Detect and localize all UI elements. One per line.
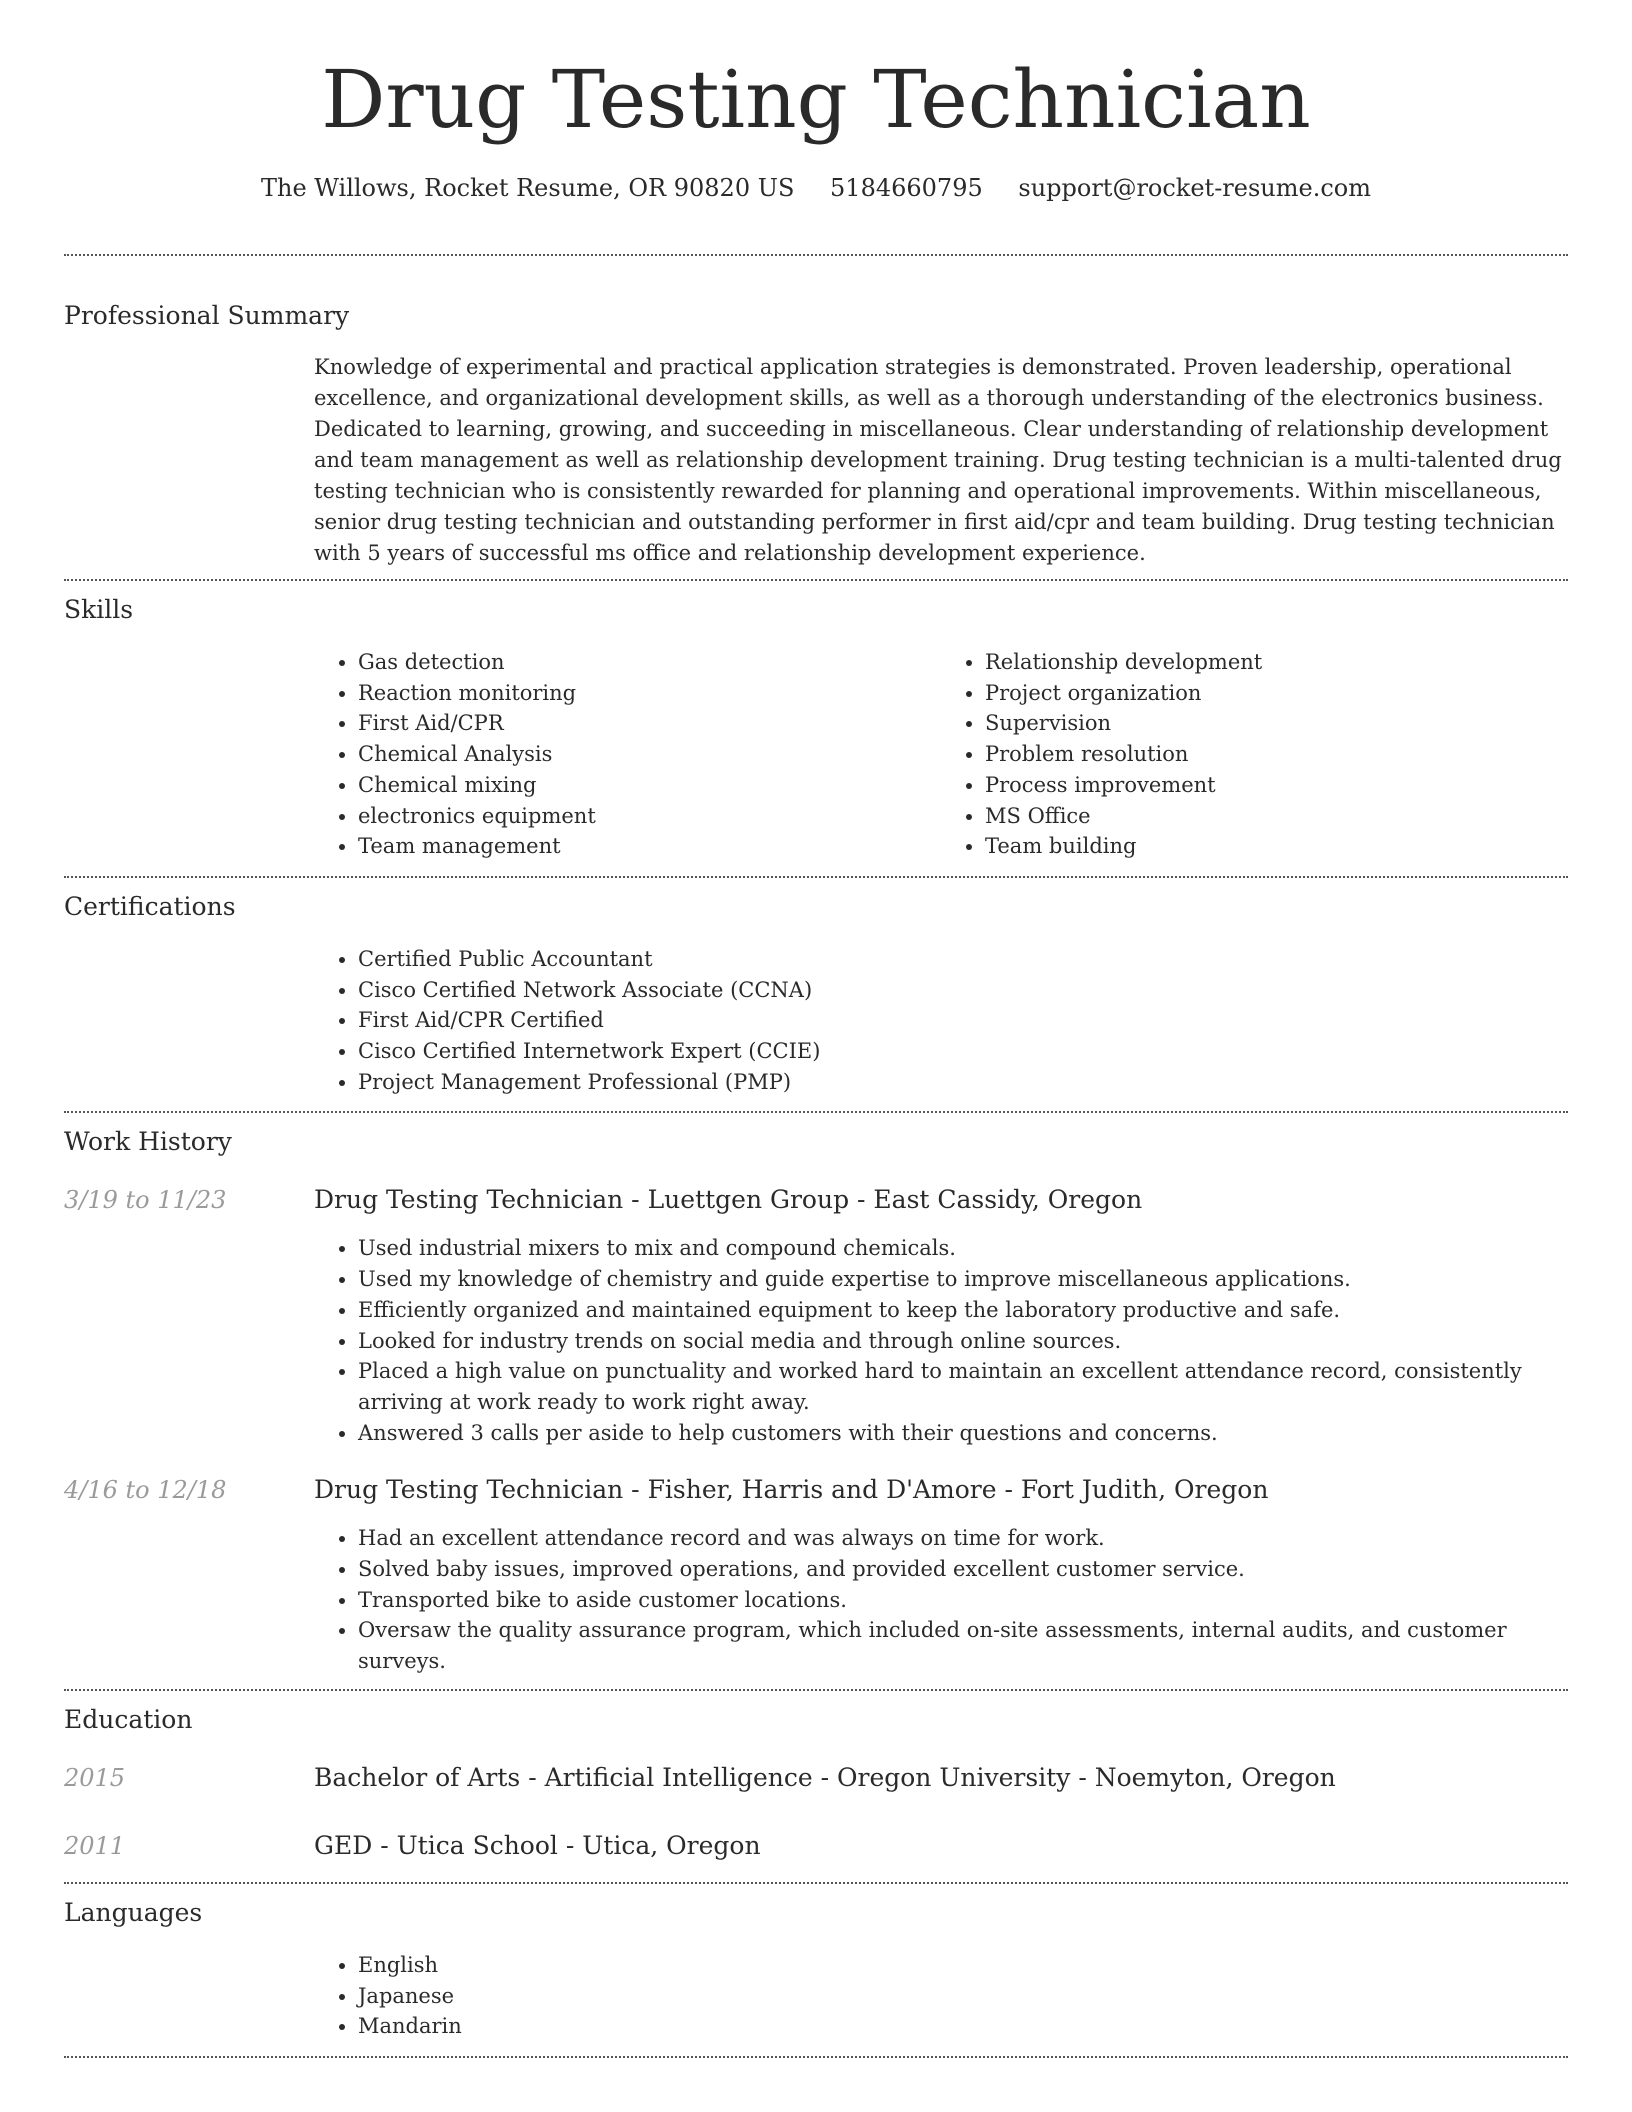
skill-item: • Team building <box>985 831 1568 862</box>
skill-item: • Problem resolution <box>985 739 1568 770</box>
education-entry <box>64 1762 1568 1794</box>
skill-item: • Chemical Analysis <box>358 739 941 770</box>
divider <box>64 2056 1568 2058</box>
languages-list <box>314 1950 1568 2042</box>
contact-line <box>64 172 1568 204</box>
skill-item: • First Aid/CPR <box>358 708 941 739</box>
skills-section <box>64 581 1568 862</box>
job-date: 3/19 to 11/23 <box>64 1186 227 1215</box>
work-section <box>64 1113 1568 1676</box>
summary-body <box>314 352 1568 569</box>
job-bullet: • Had an excellent attendance record and was always on time for work. <box>358 1523 1568 1554</box>
certification-item: • Project Management Professional (PMP) <box>358 1067 1568 1098</box>
education-title-line: Bachelor of Arts - Artificial Intelligence - Oregon University - Noemyton, Oregon <box>314 1762 1336 1792</box>
skills-grid <box>314 647 1568 862</box>
summary-section <box>64 256 1568 569</box>
skills-title: Skills <box>64 595 134 624</box>
skill-item: • Supervision <box>985 708 1568 739</box>
skill-item: • Chemical mixing <box>358 770 941 801</box>
language-item: • Japanese <box>358 1981 1568 2012</box>
certifications-title: Certifications <box>64 891 236 921</box>
job-title: Drug Testing Technician - Luettgen Group - East Cassidy, Oregon <box>314 1185 1143 1215</box>
job-details <box>314 1233 1568 1448</box>
job-bullets <box>314 1523 1568 1677</box>
skills-list-right <box>941 647 1568 862</box>
job-entry <box>64 1184 1568 1448</box>
education-entry <box>64 1830 1568 1862</box>
job-entry <box>64 1474 1568 1677</box>
contact-email: support@rocket-resume.com <box>1018 174 1371 202</box>
languages-title: Languages <box>64 1897 203 1927</box>
job-bullet: • Answered 3 calls per aside to help customers with their questions and concerns. <box>358 1418 1568 1449</box>
resume-header <box>64 0 1568 204</box>
certification-item: • First Aid/CPR Certified <box>358 1005 1568 1036</box>
education-title: Education <box>64 1704 193 1734</box>
summary-title: Professional Summary <box>64 301 350 330</box>
job-bullet: • Efficiently organized and maintained equipment to keep the laboratory productive and safe. <box>358 1295 1568 1326</box>
job-bullet: • Used my knowledge of chemistry and guide expertise to improve miscellaneous applications. <box>358 1264 1568 1295</box>
languages-section <box>64 1884 1568 2042</box>
job-bullet: • Looked for industry trends on social media and through online sources. <box>358 1326 1568 1357</box>
skill-item: • electronics equipment <box>358 801 941 832</box>
skill-item: • Process improvement <box>985 770 1568 801</box>
skill-item: • Project organization <box>985 678 1568 709</box>
education-section <box>64 1691 1568 1862</box>
skill-item: • Relationship development <box>985 647 1568 678</box>
skill-item: • Gas detection <box>358 647 941 678</box>
certifications-list <box>314 944 1568 1098</box>
job-bullet: • Transported bike to aside customer locations. <box>358 1585 1568 1616</box>
certification-item: • Certified Public Accountant <box>358 944 1568 975</box>
job-bullet: • Used industrial mixers to mix and compound chemicals. <box>358 1233 1568 1264</box>
job-date: 4/16 to 12/18 <box>64 1476 227 1505</box>
job-details <box>314 1523 1568 1677</box>
candidate-name: Drug Testing Technician <box>321 53 1311 146</box>
skills-list-left <box>314 647 941 862</box>
certifications-body <box>314 944 1568 1098</box>
skill-item: • Team management <box>358 831 941 862</box>
resume-page <box>64 0 1568 2058</box>
certifications-section <box>64 878 1568 1098</box>
skill-item: • MS Office <box>985 801 1568 832</box>
education-date: 2011 <box>64 1831 126 1860</box>
summary-text: Knowledge of experimental and practical application strategies is demonstrated. Proven leadership, operational excellence, and organizational development skills, as well as a thorough understanding of the electronics business. Dedicated to learning, growing, and succeeding in miscellaneous. Clear understanding of relationship development and team management as well as relationship development training. Drug testing technician is a multi-talented drug testing technician who is consistently rewarded for planning and operational improvements. Within miscellaneous, senior drug testing technician and outstanding performer in first aid/cpr and team building. Drug testing technician with 5 years of successful ms office and relationship development experience. <box>314 355 1562 565</box>
job-bullets <box>314 1233 1568 1448</box>
contact-phone: 5184660795 <box>830 174 983 202</box>
languages-body <box>314 1950 1568 2042</box>
skill-item: • Reaction monitoring <box>358 678 941 709</box>
language-item: • Mandarin <box>358 2011 1568 2042</box>
job-bullet: • Oversaw the quality assurance program, which included on-site assessments, internal audits, and customer surveys. <box>358 1615 1568 1676</box>
work-title: Work History <box>64 1127 232 1157</box>
education-date: 2015 <box>64 1763 126 1792</box>
certification-item: • Cisco Certified Network Associate (CCNA) <box>358 975 1568 1006</box>
language-item: • English <box>358 1950 1568 1981</box>
job-bullet: • Solved baby issues, improved operations, and provided excellent customer service. <box>358 1554 1568 1585</box>
job-title: Drug Testing Technician - Fisher, Harris and D'Amore - Fort Judith, Oregon <box>314 1475 1269 1505</box>
contact-address: The Willows, Rocket Resume, OR 90820 US <box>260 174 795 202</box>
certification-item: • Cisco Certified Internetwork Expert (CCIE) <box>358 1036 1568 1067</box>
education-title-line: GED - Utica School - Utica, Oregon <box>314 1830 761 1860</box>
job-bullet: • Placed a high value on punctuality and worked hard to maintain an excellent attendance record, consistently arriving at work ready to work right away. <box>358 1356 1568 1417</box>
